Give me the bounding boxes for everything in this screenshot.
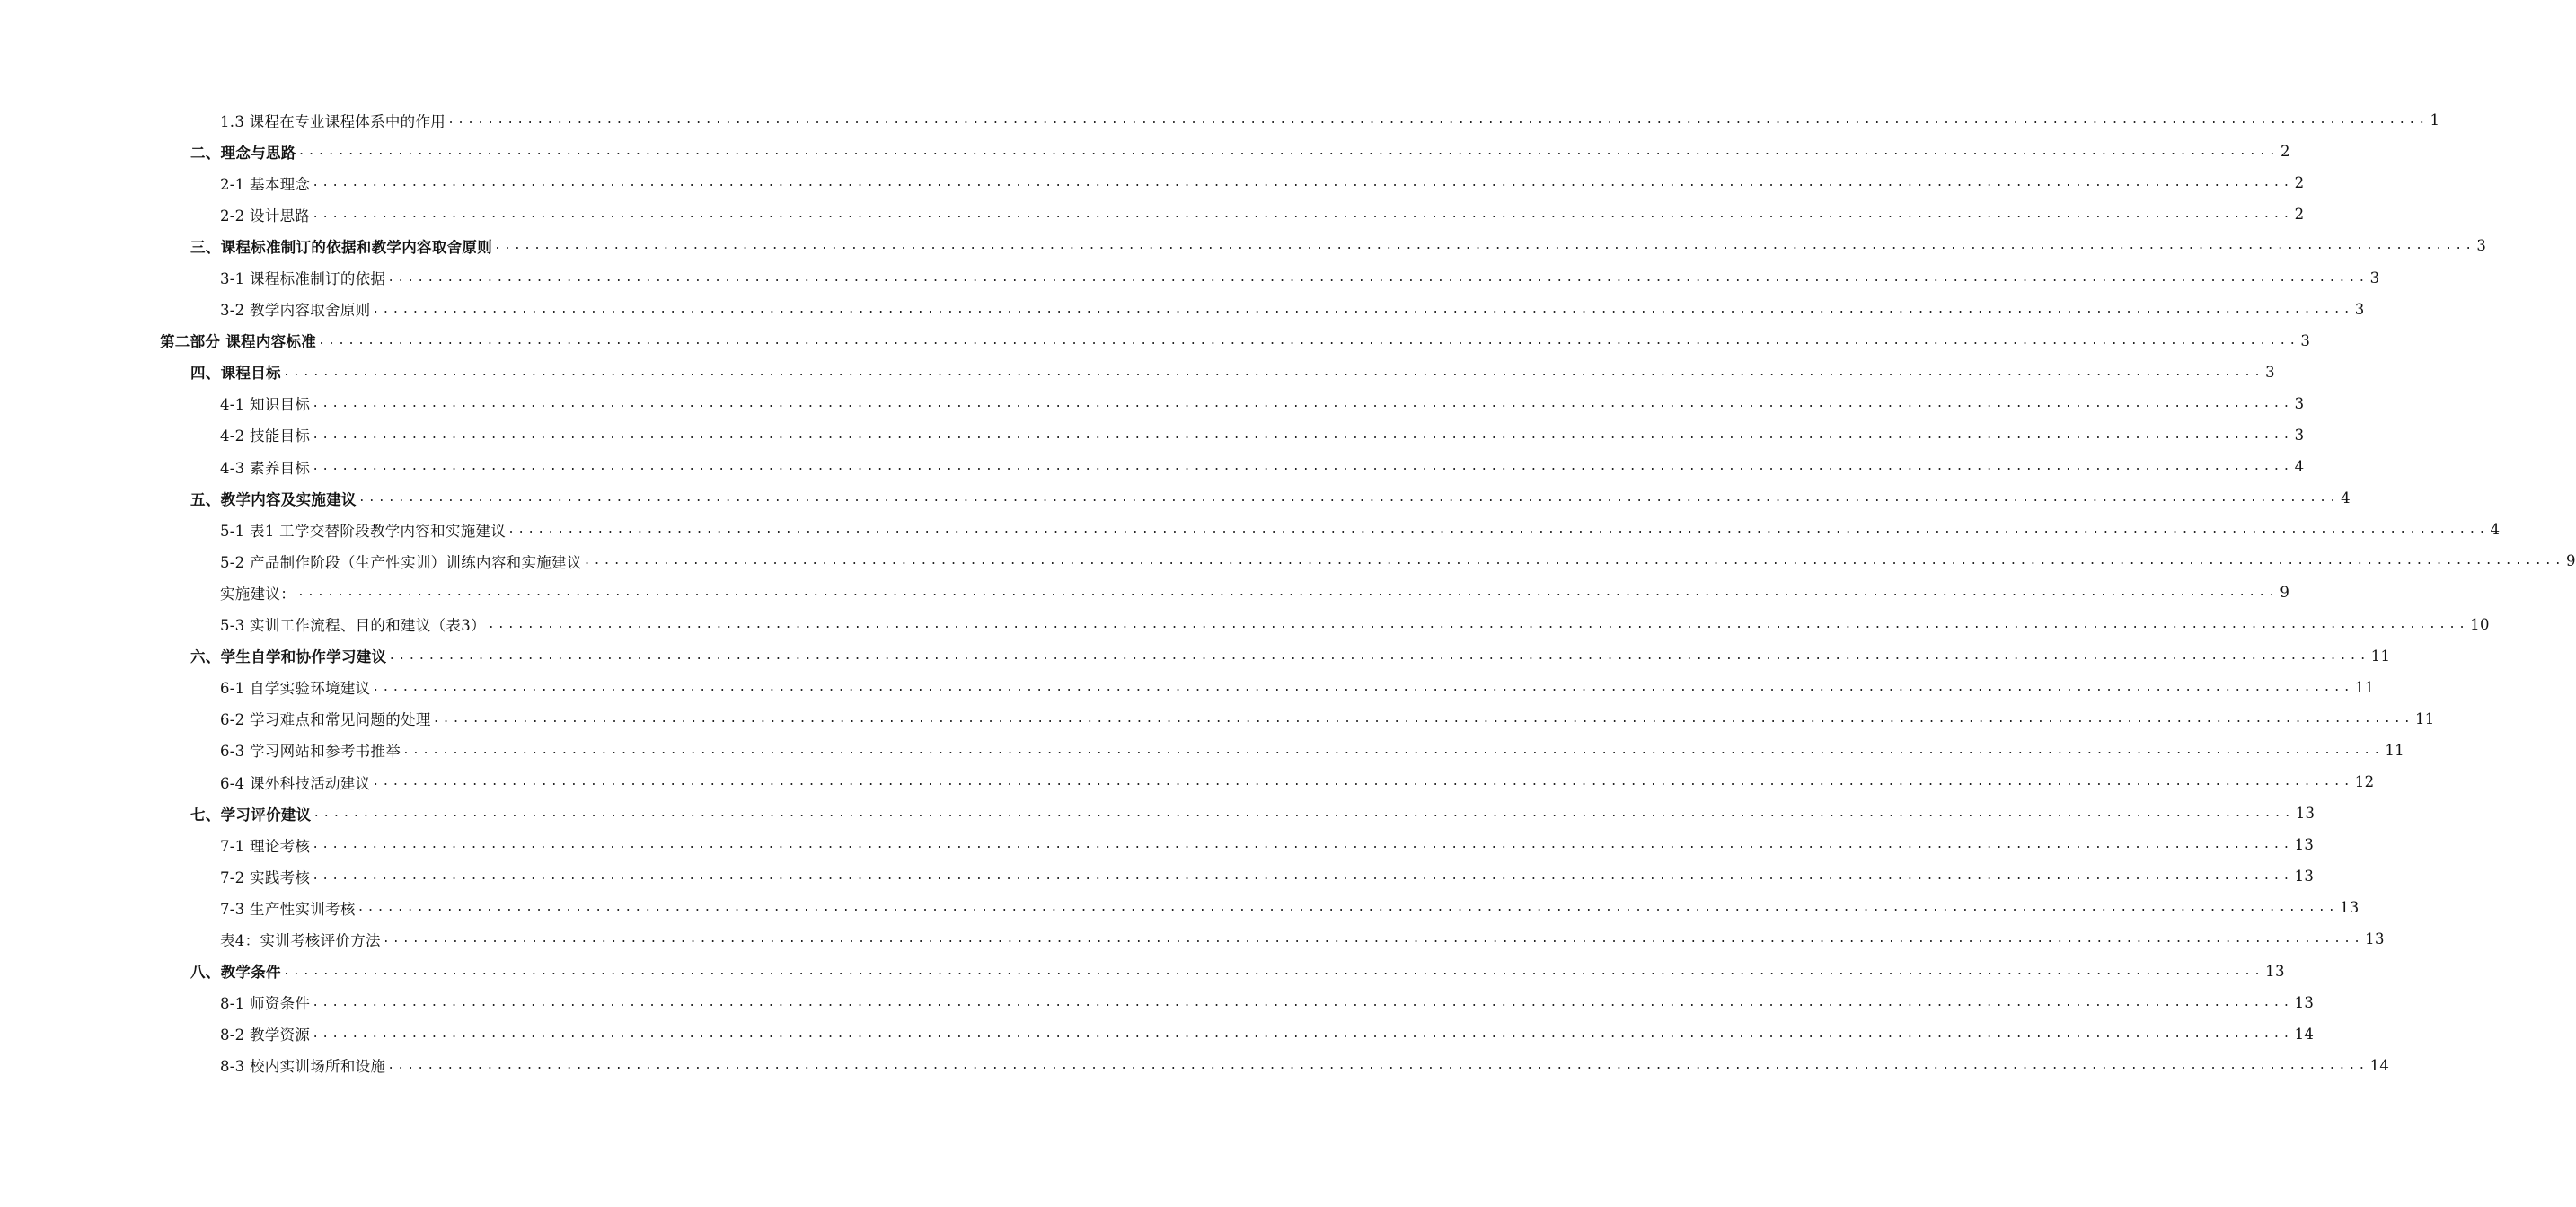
toc-entry-title: 四、课程目标 (190, 365, 281, 383)
toc-entry-page-number: 1 (2430, 111, 2440, 129)
toc-entry-page-number: 4 (2341, 489, 2351, 507)
toc-entry-title: 六、学生自学和协作学习建议 (190, 648, 387, 666)
toc-entry-line (190, 488, 2351, 509)
toc-entry[interactable] (0, 829, 2315, 860)
toc-entry-line (220, 613, 2490, 635)
toc-entry-page-number: 10 (2470, 615, 2490, 633)
toc-entry[interactable] (0, 766, 2375, 797)
toc-entry-title: 4-3 素养目标 (220, 459, 311, 477)
toc-entry-page-number: 4 (2294, 458, 2305, 476)
toc-entry-page-number: 13 (2365, 930, 2385, 948)
toc-entry[interactable] (0, 577, 2290, 608)
toc-entry-title: 5-3 实训工作流程、目的和建议（表3） (220, 617, 486, 635)
toc-entry-line (220, 298, 2365, 320)
toc-entry-title: 6-3 学习网站和参考书推举 (220, 743, 401, 761)
toc-dot-leader: ........................................................................................................................................................................................................ (387, 1058, 2369, 1072)
toc-dot-leader: ........................................................................................................................................................................................................ (447, 113, 2429, 128)
toc-entry-line (220, 172, 2305, 194)
toc-entry-title: 3-1 课程标准制订的依据 (220, 270, 386, 288)
toc-entry-title: 8-2 教学资源 (220, 1026, 311, 1044)
toc-entry-line (220, 392, 2305, 414)
toc-entry-title: 七、学习评价建议 (190, 806, 312, 824)
toc-entry-page-number: 9 (2565, 552, 2576, 570)
toc-entry-title: 2-1 基本理念 (220, 175, 311, 193)
toc-entry-title: 8-3 校内实训场所和设施 (220, 1058, 386, 1076)
toc-entry[interactable] (0, 136, 2290, 167)
toc-entry-page-number: 13 (2294, 836, 2315, 854)
toc-dot-leader: ........................................................................................................................................................................................................ (313, 806, 2294, 821)
toc-entry-title: 6-1 自学实验环境建议 (220, 680, 371, 698)
toc-entry-page-number: 3 (2294, 394, 2305, 412)
toc-dot-leader: ........................................................................................................................................................................................................ (357, 491, 2340, 506)
toc-dot-leader: ........................................................................................................................................................................................................ (312, 869, 2293, 884)
toc-dot-leader: ........................................................................................................................................................................................................ (583, 554, 2564, 568)
toc-entry[interactable] (0, 892, 2360, 923)
toc-entry[interactable] (0, 672, 2375, 703)
toc-dot-leader: ........................................................................................................................................................................................................ (387, 270, 2369, 285)
toc-entry-title: 五、教学内容及实施建议 (190, 490, 357, 508)
toc-entry-page-number: 2 (2280, 143, 2290, 161)
toc-entry-title: 4-2 技能目标 (220, 427, 311, 445)
toc-dot-leader: ........................................................................................................................................................................................................ (282, 365, 2264, 379)
toc-entry-line (220, 582, 2290, 604)
toc-dot-leader: ........................................................................................................................................................................................................ (402, 743, 2384, 757)
toc-entry-page-number: 12 (2354, 773, 2375, 791)
toc-entry-page-number: 11 (2354, 678, 2375, 696)
toc-entry-title: 八、教学条件 (190, 964, 281, 982)
toc-entry-line (220, 424, 2305, 445)
toc-dot-leader: ........................................................................................................................................................................................................ (372, 680, 2353, 694)
toc-entry-line (220, 551, 2576, 572)
toc-entry-page-number: 3 (2369, 269, 2380, 286)
toc-entry[interactable] (0, 797, 2316, 829)
toc-entry-page-number: 13 (2294, 868, 2315, 885)
toc-entry-page-number: 13 (2295, 805, 2316, 823)
toc-entry-line (220, 676, 2375, 698)
toc-entry[interactable] (0, 419, 2305, 451)
toc-entry[interactable] (0, 640, 2391, 672)
toc-entry[interactable] (0, 261, 2380, 293)
toc-entry-title: 2-2 设计思路 (220, 207, 311, 225)
toc-dot-leader: ........................................................................................................................................................................................................ (507, 523, 2489, 537)
toc-entry-title: 5-2 产品制作阶段（生产性实训）训练内容和实施建议 (220, 553, 582, 571)
toc-entry[interactable] (0, 735, 2404, 766)
toc-entry-line (160, 330, 2311, 351)
toc-entry-line (220, 739, 2404, 761)
toc-entry-title: 5-1 表1 工学交替阶段教学内容和实施建议 (220, 522, 507, 540)
toc-entry-line (190, 645, 2391, 666)
toc-entry-title: 6-4 课外科技活动建议 (220, 774, 371, 792)
toc-dot-leader: ........................................................................................................................................................................................................ (372, 775, 2353, 789)
toc-dot-leader: ........................................................................................................................................................................................................ (382, 932, 2364, 947)
toc-dot-leader: ........................................................................................................................................................................................................ (487, 617, 2469, 631)
toc-entry-title: 实施建议： (220, 585, 296, 603)
toc-dot-leader: ........................................................................................................................................................................................................ (494, 239, 2475, 253)
toc-entry-line (220, 519, 2501, 541)
toc-entry[interactable] (0, 198, 2305, 230)
toc-entry-title: 第二部分 课程内容标准 (160, 333, 317, 351)
toc-dot-leader: ........................................................................................................................................................................................................ (312, 207, 2293, 222)
toc-entry[interactable] (0, 104, 2440, 136)
toc-dot-leader: ........................................................................................................................................................................................................ (372, 302, 2353, 316)
toc-entry-page-number: 9 (2280, 584, 2290, 602)
toc-entry-line (190, 141, 2290, 163)
toc-entry[interactable] (0, 956, 2285, 987)
toc-entry-title: 3-2 教学内容取舍原则 (220, 302, 371, 320)
toc-entry-line (220, 110, 2440, 131)
toc-entry-line (220, 1054, 2390, 1076)
toc-dot-leader: ........................................................................................................................................................................................................ (312, 176, 2293, 190)
toc-entry[interactable] (0, 703, 2435, 735)
toc-entry-line (220, 204, 2305, 225)
toc-dot-leader: ........................................................................................................................................................................................................ (388, 648, 2369, 663)
toc-entry-title: 表4：实训考核评价方法 (220, 931, 381, 949)
toc-entry-page-number: 11 (2385, 741, 2404, 759)
toc-entry-line (220, 834, 2315, 856)
toc-entry-page-number: 13 (2265, 962, 2285, 980)
toc-entry-line (220, 1023, 2315, 1044)
toc-entry-line (220, 267, 2380, 288)
toc-entry-title: 二、理念与思路 (190, 144, 296, 162)
toc-dot-leader: ........................................................................................................................................................................................................ (312, 427, 2293, 442)
toc-entry-page-number: 11 (2414, 709, 2435, 727)
toc-entry[interactable] (0, 388, 2305, 419)
toc-entry[interactable] (0, 1050, 2390, 1081)
toc-dot-leader: ........................................................................................................................................................................................................ (312, 396, 2293, 410)
toc-entry-page-number: 3 (2354, 300, 2365, 318)
toc-dot-leader: ........................................................................................................................................................................................................ (432, 711, 2413, 726)
toc-entry-title: 4-1 知识目标 (220, 396, 311, 414)
toc-entry-title: 1.3 课程在专业课程体系中的作用 (220, 112, 446, 130)
toc-entry-page-number: 2 (2294, 206, 2305, 224)
toc-entry[interactable] (0, 357, 2275, 388)
toc-entry-line (220, 897, 2360, 919)
toc-entry-line (190, 960, 2285, 982)
toc-entry-line (220, 929, 2385, 950)
toc-entry-page-number: 3 (2300, 331, 2311, 349)
toc-entry[interactable] (0, 230, 2487, 261)
toc-entry-page-number: 13 (2294, 993, 2315, 1011)
toc-entry-line (220, 771, 2375, 793)
toc-entry[interactable] (0, 987, 2315, 1018)
toc-dot-leader: ........................................................................................................................................................................................................ (312, 1026, 2293, 1041)
toc-entry[interactable] (0, 167, 2305, 198)
toc-dot-leader: ........................................................................................................................................................................................................ (357, 901, 2338, 915)
toc-entry[interactable] (0, 325, 2311, 357)
toc-dot-leader: ........................................................................................................................................................................................................ (297, 145, 2279, 159)
toc-dot-leader: ........................................................................................................................................................................................................ (282, 964, 2264, 978)
table-of-contents (0, 104, 2576, 1081)
toc-dot-leader: ........................................................................................................................................................................................................ (297, 586, 2279, 600)
toc-entry-title: 7-2 实践考核 (220, 868, 311, 886)
toc-entry-line (220, 708, 2435, 729)
toc-entry-line (220, 456, 2305, 478)
toc-entry-page-number: 13 (2339, 899, 2360, 917)
toc-dot-leader: ........................................................................................................................................................................................................ (312, 838, 2293, 852)
toc-entry[interactable] (0, 294, 2365, 325)
toc-entry[interactable] (0, 860, 2315, 892)
toc-entry[interactable] (0, 1018, 2315, 1050)
toc-entry-page-number: 14 (2294, 1025, 2315, 1043)
toc-entry[interactable] (0, 451, 2305, 482)
toc-entry-page-number: 3 (2265, 363, 2275, 381)
toc-entry-title: 8-1 师资条件 (220, 995, 311, 1013)
toc-entry-page-number: 3 (2294, 426, 2305, 444)
toc-entry-page-number: 2 (2294, 174, 2305, 192)
toc-entry[interactable] (0, 545, 2576, 577)
toc-entry-title: 7-3 生产性实训考核 (220, 900, 356, 918)
toc-entry-line (190, 803, 2316, 824)
toc-entry-line (220, 866, 2315, 887)
toc-entry-page-number: 11 (2370, 647, 2391, 665)
toc-entry[interactable] (0, 482, 2351, 514)
toc-entry[interactable] (0, 609, 2490, 640)
toc-entry-line (190, 361, 2275, 383)
toc-entry-page-number: 4 (2490, 521, 2501, 539)
toc-dot-leader: ........................................................................................................................................................................................................ (312, 995, 2293, 1009)
toc-entry[interactable] (0, 514, 2501, 545)
toc-entry-page-number: 14 (2369, 1056, 2390, 1074)
toc-entry-title: 三、课程标准制订的依据和教学内容取舍原则 (190, 238, 492, 256)
toc-entry-title: 6-2 学习难点和常见问题的处理 (220, 711, 431, 729)
toc-entry-line (190, 235, 2487, 257)
toc-entry-page-number: 3 (2476, 237, 2487, 255)
toc-dot-leader: ........................................................................................................................................................................................................ (318, 333, 2299, 348)
toc-entry-title: 7-1 理论考核 (220, 837, 311, 855)
toc-entry-line (220, 991, 2315, 1013)
toc-dot-leader: ........................................................................................................................................................................................................ (312, 460, 2293, 474)
toc-entry[interactable] (0, 923, 2385, 955)
